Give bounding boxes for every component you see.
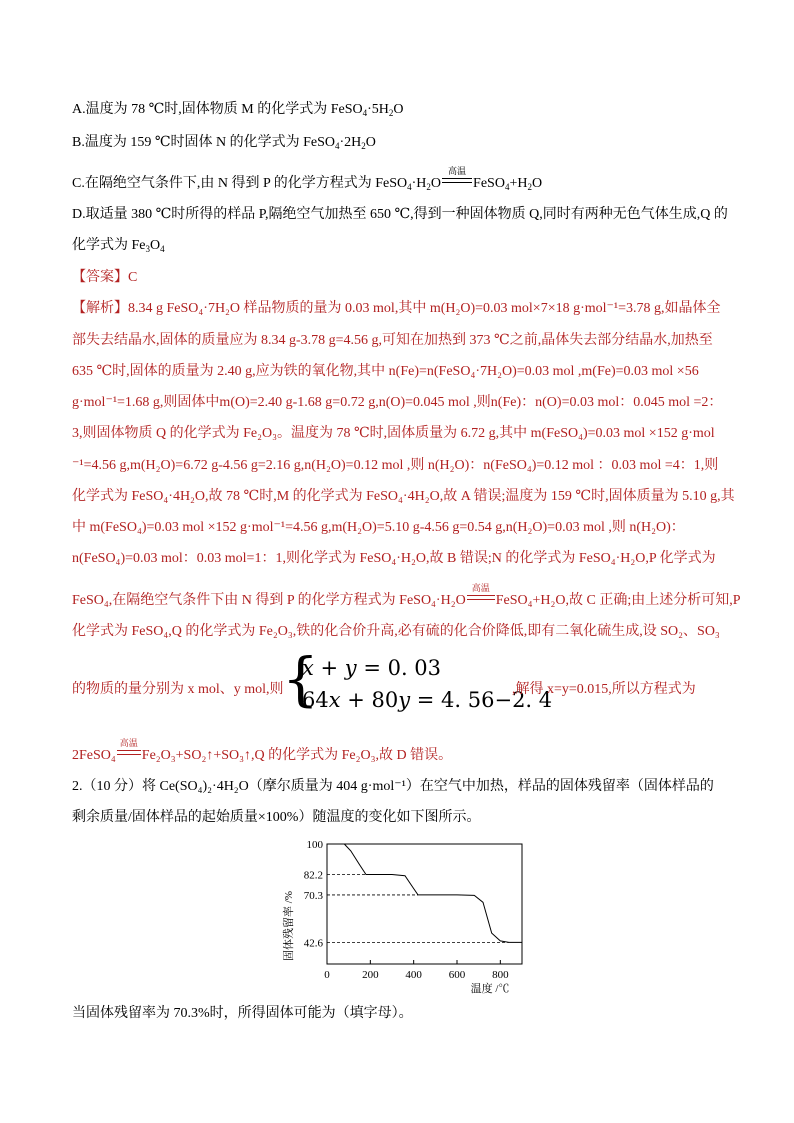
- x-tick-label: 800: [492, 969, 509, 981]
- analysis-line-10: FeSO₄,在隔绝空气条件下由 N 得到 P 的化学方程式为 FeSO₄·H₂O 高温 FeSO₄+H₂O,故 C 正确;由上述分析可知,P: [72, 591, 741, 611]
- reaction-condition: 高温: [442, 174, 472, 194]
- equation-2: 64𝑥 + 80𝑦 = 4. 56−2. 4: [302, 688, 553, 712]
- answer-label: 【答案】: [72, 270, 128, 285]
- data-series-line: [344, 844, 522, 942]
- analysis-line-6: ⁻¹=4.56 g,m(H₂O)=6.72 g-4.56 g=2.16 g,n(H₂O)=0.12 mol ,则 n(H₂O)：n(FeSO₄)=0.12 mol ：0.03 mol =4：1,则: [72, 458, 719, 473]
- analysis-line-1: 【解析】8.34 g FeSO₄·7H₂O 样品物质的量为 0.03 mol,其中 m(H₂O)=0.03 mol×7×18 g·mol⁻¹=3.78 g,如晶体全: [72, 301, 721, 316]
- x-tick-label: 600: [448, 969, 466, 981]
- question2-line-2: 剩余质量/固体样品的起始质量×100%）随温度的变化如下图所示。: [72, 810, 481, 825]
- analysis-line-5: 3,则固体物质 Q 的化学式为 Fe₂O₃。温度为 78 ℃时,固体质量为 6.72 g,其中 m(FeSO₄)=0.03 mol ×152 g·mol: [72, 426, 715, 441]
- answer-value: C: [128, 270, 138, 285]
- reaction-condition: 高温: [117, 746, 141, 766]
- question2-line-3: 当固体残留率为 70.3%时，所得固体可能为（填字母）。: [72, 1006, 413, 1021]
- option-b-text: B.温度为 159 ℃时固体 N 的化学式为 FeSO: [72, 135, 336, 150]
- y-tick-label: 42.6: [303, 937, 323, 950]
- x-tick-label: 0: [324, 969, 330, 981]
- analysis-line-9: n(FeSO₄)=0.03 mol：0.03 mol=1：1,则化学式为 FeSO₄·H₂O,故 B 错误;N 的化学式为 FeSO₄·H₂O,P 化学式为: [72, 551, 716, 566]
- x-axis-label: 温度 /℃: [470, 983, 510, 995]
- analysis-line-7: 化学式为 FeSO₄·4H₂O,故 78 ℃时,M 的化学式为 FeSO₄·4H₂O,故 A 错误;温度为 159 ℃时,固体质量为 5.10 g,其: [72, 489, 735, 504]
- analysis-line-12-post: ,解得 x=y=0.015,所以方程式为: [512, 682, 696, 697]
- option-a: A.温度为 78 ℃时,固体物质 M 的化学式为 $FeSO_4\cdot 5H_2O$: [72, 102, 404, 118]
- plot-frame: [327, 844, 522, 964]
- y-axis-label: 固体残留率 /%: [283, 891, 295, 961]
- equation-system: [282, 645, 553, 716]
- y-tick-label: 70.3: [303, 889, 323, 902]
- analysis-line-3: 635 ℃时,固体的质量为 2.40 g,应为铁的氧化物,其中 n(Fe)=n(FeSO₄·7H₂O)=0.03 mol ,m(Fe)=0.03 mol ×56: [72, 364, 699, 379]
- analysis-line-13: 2FeSO₄ 高温 Fe₂O₃+SO₂↑+SO₃↑,Q 的化学式为 Fe₂O₃,故 D 错误。: [72, 746, 452, 766]
- y-tick-label: 100: [306, 839, 323, 851]
- x-tick-label: 400: [405, 969, 422, 981]
- option-a-text: A.温度为 78 ℃时,固体物质 M 的化学式为 FeSO: [72, 102, 363, 117]
- option-d-line2: 化学式为 $Fe_3O_4$: [72, 238, 165, 254]
- reaction-condition: 高温: [467, 591, 495, 611]
- question2-line-1: 2.（10 分）将 Ce(SO₄)₂·4H₂O（摩尔质量为 404 g·mol⁻¹）在空气中加热，样品的固体残留率（固体样品的: [72, 779, 714, 794]
- option-d-line1: D.取适量 380 ℃时所得的样品 P,隔绝空气加热至 650 ℃,得到一种固体物质 Q,同时有两种无色气体生成,Q 的: [72, 207, 728, 222]
- option-c-text: C.在隔绝空气条件下,由 N 得到 P 的化学方程式为 FeSO: [72, 176, 408, 191]
- residual-rate-chart: [270, 838, 540, 1000]
- x-tick-label: 200: [362, 969, 379, 981]
- equation-1: 𝑥 + 𝑦 = 0. 03: [302, 656, 442, 680]
- y-tick-label: 82.2: [303, 869, 323, 882]
- analysis-line-8: 中 m(FeSO₄)=0.03 mol ×152 g·mol⁻¹=4.56 g,m(H₂O)=5.10 g-4.56 g=0.54 g,n(H₂O)=0.03 mol ,则 n(H₂O)：: [72, 520, 685, 535]
- analysis-line-11: 化学式为 FeSO₄,Q 的化学式为 Fe₂O₃,铁的化合价升高,必有硫的化合价降低,即有二氧化硫生成,设 SO₂、SO₃: [72, 624, 720, 639]
- analysis-label: 【解析】: [72, 301, 128, 316]
- option-b: B.温度为 159 ℃时固体 N 的化学式为 $FeSO_4\cdot 2H_2O$: [72, 135, 376, 151]
- option-c: C.在隔绝空气条件下,由 N 得到 P 的化学方程式为 $FeSO_4\cdot H_2O$ 高温 $FeSO_4+H_2O$: [72, 166, 543, 192]
- analysis-line-12-pre: 的物质的量分别为 x mol、y mol,则: [72, 682, 284, 697]
- analysis-line-4: g·mol⁻¹=1.68 g,则固体中m(O)=2.40 g-1.68 g=0.72 g,n(O)=0.045 mol ,则n(Fe)：n(O)=0.03 mol：0.045 mol =2：: [72, 395, 723, 410]
- answer: [72, 268, 137, 288]
- brace: {: [282, 645, 319, 713]
- analysis-line-2: 部失去结晶水,固体的质量应为 8.34 g-3.78 g=4.56 g,可知在加热到 373 ℃之前,晶体失去部分结晶水,加热至: [72, 333, 713, 348]
